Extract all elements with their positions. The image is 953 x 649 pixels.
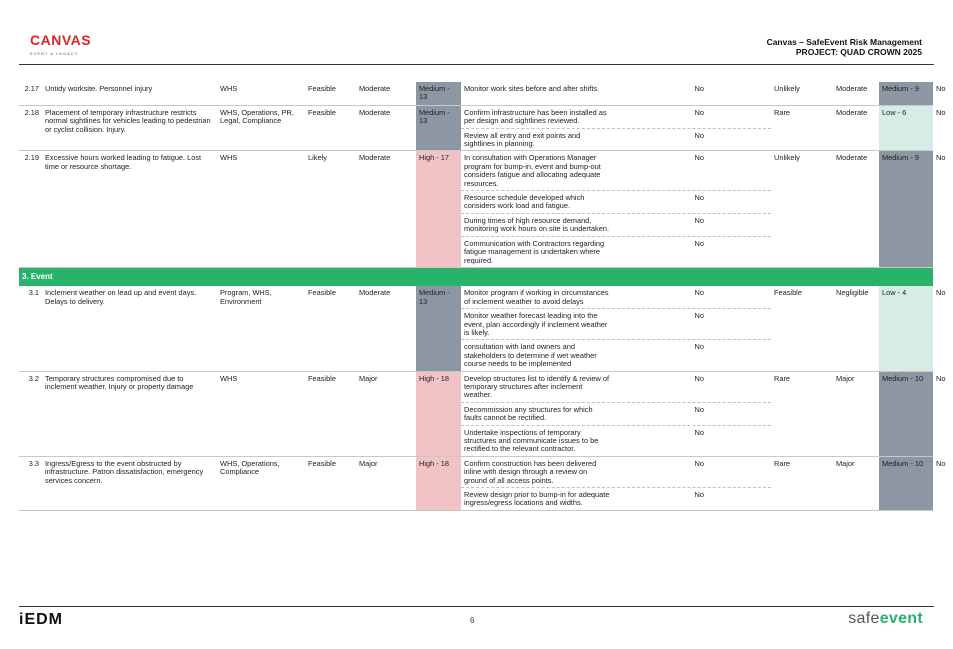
residual-consequence: Moderate bbox=[833, 151, 879, 267]
control-implemented: No bbox=[694, 193, 704, 203]
control-item bbox=[461, 82, 771, 95]
initial-rating: High - 18 bbox=[416, 371, 461, 456]
risk-id: 2.18 bbox=[19, 105, 42, 151]
control-item bbox=[461, 106, 771, 128]
control-measures bbox=[461, 371, 771, 456]
initial-rating: Medium - 13 bbox=[416, 105, 461, 151]
footer-divider bbox=[19, 606, 934, 607]
risk-hazard: Inclement weather on lead up and event days. Delays to delivery. bbox=[42, 286, 217, 371]
control-implemented: No bbox=[694, 84, 704, 93]
initial-rating: Medium - 13 bbox=[416, 286, 461, 371]
risk-hazard: Temporary structures compromised due to inclement weather. Injury or property damage bbox=[42, 371, 217, 456]
risk-id: 2.19 bbox=[19, 151, 42, 267]
risk-hazard: Ingress/Egress to the event obstructed by infrastructure. Patron dissatisfaction, emergency services concern. bbox=[42, 456, 217, 510]
residual-likelihood: Unlikely bbox=[771, 82, 833, 105]
risk-category: Program, WHS, Environment bbox=[217, 286, 305, 371]
residual-rating: Medium - 10 bbox=[879, 371, 933, 456]
risk-id: 3.2 bbox=[19, 371, 42, 456]
risk-likelihood: Feasible bbox=[305, 371, 356, 456]
control-implemented: No bbox=[694, 311, 704, 321]
canvas-logo-text: CANVAS bbox=[30, 32, 92, 48]
table-row: 2.18 Placement of temporary infrastructure restricts normal sightlines for vehicles leading to pedestrian or cyclist collision. Injury. WHS, Operations, PR, Legal, Compliance Feasible Moderate Medium - 13 Confirm infrastructure has been installed as per design and sightlines reviewed. No Review all entry and exit points and sightlines in planning. No Rare Moderate Low - 6 No bbox=[19, 105, 933, 151]
control-implemented: No bbox=[694, 238, 704, 248]
iedm-logo: iEDM bbox=[19, 611, 63, 628]
control-implemented: No bbox=[694, 107, 704, 117]
control-implemented: No bbox=[694, 153, 704, 163]
initial-rating: Medium - 13 bbox=[416, 82, 461, 105]
residual-consequence: Moderate bbox=[833, 105, 879, 151]
residual-likelihood: Unlikely bbox=[771, 151, 833, 267]
control-item bbox=[461, 425, 771, 456]
header-divider bbox=[19, 64, 934, 65]
risk-likelihood: Feasible bbox=[305, 286, 356, 371]
risk-id: 3.3 bbox=[19, 456, 42, 510]
residual-consequence: Major bbox=[833, 456, 879, 510]
table-row: 3.3 Ingress/Egress to the event obstructed by infrastructure. Patron dissatisfaction, emergency services concern. WHS, Operations, Compliance Feasible Major High - 18 Confirm construction has been delivered inline with design through a review on ground of all access points. No Review design prior to bump-in for adequate ingress/egress locations and widths. No Rare Major Medium - 10 No bbox=[19, 456, 933, 510]
control-item bbox=[461, 190, 771, 213]
control-measures bbox=[461, 82, 771, 105]
residual-rating: Low - 6 bbox=[879, 105, 933, 151]
risk-category: WHS, Operations, PR, Legal, Compliance bbox=[217, 105, 305, 151]
control-item bbox=[461, 372, 771, 402]
control-item bbox=[461, 286, 771, 308]
risk-hazard: Placement of temporary infrastructure restricts normal sightlines for vehicles leading to pedestrian or cyclist collision. Injury. bbox=[42, 105, 217, 151]
risk-category: WHS bbox=[217, 82, 305, 105]
safeevent-logo bbox=[848, 610, 923, 628]
control-item bbox=[461, 128, 771, 151]
control-implemented: No bbox=[694, 458, 704, 468]
section-header bbox=[19, 267, 933, 286]
control-item bbox=[461, 236, 771, 267]
residual-rating: Medium - 9 bbox=[879, 151, 933, 267]
risk-category: WHS bbox=[217, 371, 305, 456]
control-text: Monitor program if working in circumstances of inclement weather to avoid delays bbox=[464, 288, 609, 306]
canvas-logo-subtext: EVENT & LEGACY bbox=[30, 51, 79, 56]
risk-category: WHS bbox=[217, 151, 305, 267]
residual-rating: Medium - 10 bbox=[879, 456, 933, 510]
residual-rating: Medium - 9 bbox=[879, 82, 933, 105]
table-row: 3.1 Inclement weather on lead up and event days. Delays to delivery. Program, WHS, Environment Feasible Moderate Medium - 13 Monitor program if working in circumstances of inclement weather to avoid delays No Monitor weather forecast leading into the event, plan accordingly if inclement weather is likely. No consultation with land owners and stakeholders to determine if wet weather course needs to be implemented No Feasible Negligible Low - 4 No bbox=[19, 286, 933, 371]
residual-consequence: Major bbox=[833, 371, 879, 456]
table-row: 3.2 Temporary structures compromised due to inclement weather. Injury or property damage WHS Feasible Major High - 18 Develop structures list to identify & review of temporary structures after inclement weather. No Decommission any structures for which faults cannot be rectified. No Undertake inspections of temporary structures and communicate issues to be rectified to the relevant contractor. No Rare Major Medium - 10 No bbox=[19, 371, 933, 456]
risk-id: 3.1 bbox=[19, 286, 42, 371]
control-implemented: No bbox=[694, 427, 704, 437]
control-implemented: No bbox=[694, 490, 704, 500]
initial-rating: High - 18 bbox=[416, 456, 461, 510]
residual-consequence: Moderate bbox=[833, 82, 879, 105]
control-item bbox=[461, 487, 771, 510]
risk-likelihood: Feasible bbox=[305, 82, 356, 105]
residual-rating: Low - 4 bbox=[879, 286, 933, 371]
safeevent-logo-safe: safe bbox=[848, 610, 880, 627]
risk-consequence: Major bbox=[356, 456, 416, 510]
control-measures bbox=[461, 286, 771, 371]
initial-rating: High - 17 bbox=[416, 151, 461, 267]
control-implemented: No bbox=[694, 373, 704, 383]
control-text: Communication with Contractors regarding fatigue management is undertaken where required. bbox=[464, 238, 605, 265]
control-text: Resource schedule developed which considers work load and fatigue. bbox=[464, 193, 585, 211]
risk-likelihood: Likely bbox=[305, 151, 356, 267]
residual-consequence: Negligible bbox=[833, 286, 879, 371]
table-row: 2.19 Excessive hours worked leading to fatigue. Lost time or resource shortage. WHS Likely Moderate High - 17 In consultation with Operations Manager program for bump-in, event and bump-out considers fatigue and allocating adequate resources. No Resource schedule developed which considers work load and fatigue. No During times of high resource demand, monitoring work hours on site is undertaken. No Communication with Contractors regarding fatigue management is undertaken where required. No Unlikely Moderate Medium - 9 No bbox=[19, 151, 933, 267]
control-item bbox=[461, 457, 771, 487]
control-text: In consultation with Operations Manager program for bump-in, event and bump-out considers fatigue and allocating adequate resources. bbox=[464, 153, 601, 188]
residual-likelihood: Rare bbox=[771, 105, 833, 151]
risk-consequence: Moderate bbox=[356, 151, 416, 267]
control-measures bbox=[461, 151, 771, 267]
canvas-logo bbox=[30, 34, 91, 60]
control-item bbox=[461, 339, 771, 370]
control-implemented: No bbox=[694, 288, 704, 298]
risk-likelihood: Feasible bbox=[305, 456, 356, 510]
control-text: consultation with land owners and stakeholders to determine if wet weather course needs to be implemented bbox=[464, 342, 597, 369]
risk-register-table bbox=[19, 82, 946, 511]
document-header bbox=[767, 37, 922, 57]
control-text: During times of high resource demand, monitoring work hours on site is undertaken. bbox=[464, 215, 610, 234]
risk-id: 2.17 bbox=[19, 82, 42, 105]
control-implemented: No bbox=[694, 215, 704, 225]
risk-hazard: Excessive hours worked leading to fatigue. Lost time or resource shortage. bbox=[42, 151, 217, 267]
control-item bbox=[461, 308, 771, 339]
safeevent-logo-event: event bbox=[879, 610, 923, 627]
control-text: Develop structures list to identify & review of temporary structures after inclement weather. bbox=[464, 373, 609, 400]
control-text: Decommission any structures for which faults cannot be rectified. bbox=[464, 404, 593, 423]
control-item bbox=[461, 213, 771, 236]
header-title: Canvas – SafeEvent Risk Management bbox=[766, 37, 922, 47]
risk-consequence: Major bbox=[356, 371, 416, 456]
control-implemented: No bbox=[694, 404, 704, 414]
risk-consequence: Moderate bbox=[356, 286, 416, 371]
control-text: Review all entry and exit points and sightlines in planning. bbox=[464, 130, 581, 149]
control-implemented: No bbox=[694, 130, 704, 140]
control-measures bbox=[461, 456, 771, 510]
control-text: Review design prior to bump-in for adequate ingress/egress locations and widths. bbox=[464, 490, 610, 508]
control-text: Monitor work sites before and after shifts. bbox=[464, 84, 600, 93]
control-implemented: No bbox=[694, 342, 704, 352]
control-text: Undertake inspections of temporary structures and communicate issues to be rectified to the relevant contractor. bbox=[464, 427, 599, 454]
risk-likelihood: Feasible bbox=[305, 105, 356, 151]
control-text: Monitor weather forecast leading into the event, plan accordingly if inclement weather is likely. bbox=[464, 311, 608, 337]
control-item bbox=[461, 151, 771, 190]
risk-consequence: Moderate bbox=[356, 82, 416, 105]
control-measures bbox=[461, 105, 771, 151]
table-row: 2.17 Untidy worksite. Personnel injury WHS Feasible Moderate Medium - 13 Monitor work sites before and after shifts. No Unlikely Moderate Medium - 9 No bbox=[19, 82, 933, 105]
control-text: Confirm infrastructure has been installed as per design and sightlines reviewed. bbox=[464, 107, 607, 126]
residual-likelihood: Rare bbox=[771, 456, 833, 510]
residual-likelihood: Feasible bbox=[771, 286, 833, 371]
control-text: Confirm construction has been delivered inline with design through a review on ground of all access points. bbox=[464, 458, 597, 485]
page-number: 6 bbox=[470, 616, 475, 625]
section-title: 3. Event bbox=[19, 267, 933, 286]
risk-hazard: Untidy worksite. Personnel injury bbox=[42, 82, 217, 105]
risk-category: WHS, Operations, Compliance bbox=[217, 456, 305, 510]
risk-consequence: Moderate bbox=[356, 105, 416, 151]
residual-likelihood: Rare bbox=[771, 371, 833, 456]
header-project: PROJECT: QUAD CROWN 2025 bbox=[795, 47, 922, 57]
control-item bbox=[461, 402, 771, 425]
